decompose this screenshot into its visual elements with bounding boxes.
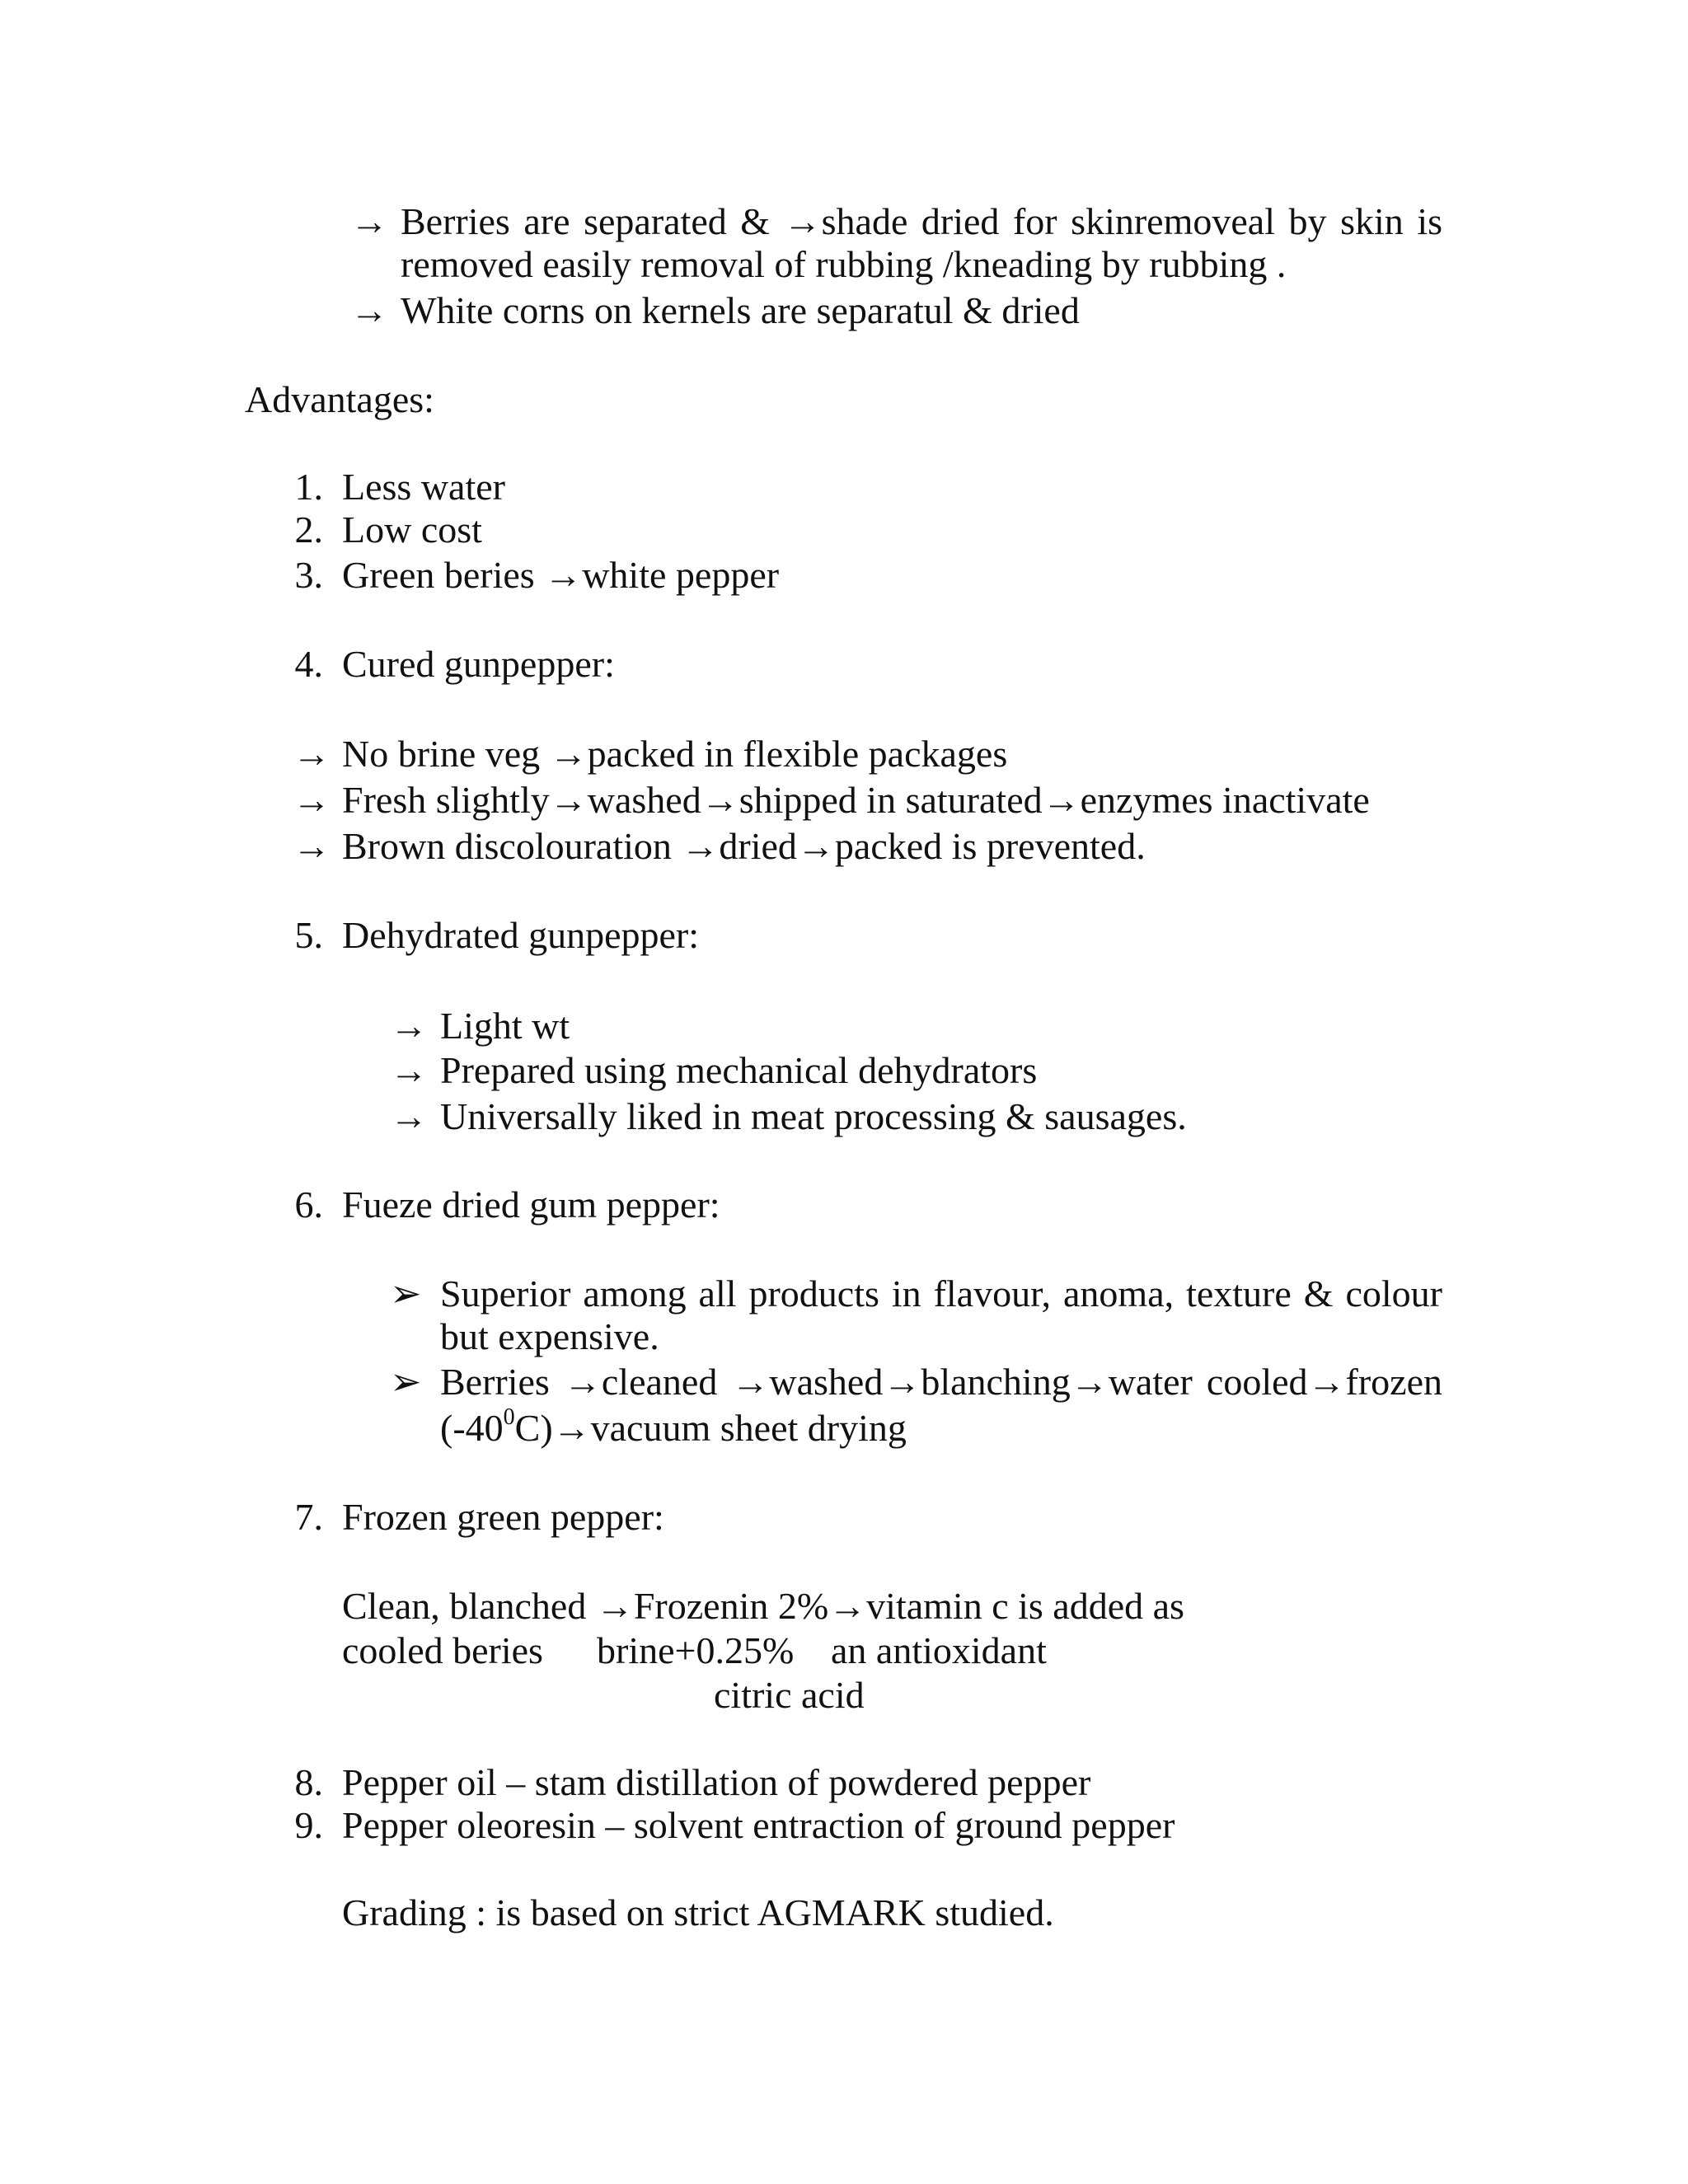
- process-row-1: Clean, blanched →Frozenin 2%→vitamin c is added as: [342, 1585, 1184, 1627]
- list-number: 5.: [294, 914, 323, 956]
- list-item-text: Pepper oil – stam distillation of powdered pepper: [342, 1761, 1091, 1803]
- list-number: 2.: [294, 509, 323, 551]
- section-title: Dehydrated gunpepper:: [342, 914, 700, 956]
- advantages-heading: Advantages:: [245, 378, 434, 420]
- list-number: 3.: [294, 554, 323, 596]
- process-row-3: citric acid: [714, 1674, 865, 1716]
- process-row-2-col-1: cooled beries: [342, 1629, 543, 1671]
- arrow-bullet-icon: →: [293, 779, 331, 821]
- arrow-bullet-icon: →: [390, 1005, 428, 1047]
- list-item-text: Green beries →white pepper: [342, 554, 780, 596]
- arrow-bullet-icon: →: [350, 289, 388, 331]
- arrowhead-bullet-icon: ➢: [390, 1272, 422, 1315]
- intro-bullet-2-text: White corns on kernels are separatul & dried: [401, 289, 1080, 331]
- section-title: Fueze dried gum pepper:: [342, 1183, 720, 1226]
- temperature-value: (-40: [440, 1407, 504, 1449]
- intro-bullet-1-line-1: Berries are separated & →shade dried for skinremoveal by skin is: [401, 200, 1442, 242]
- section-title: Cured gunpepper:: [342, 643, 615, 685]
- bullet-text: No brine veg →packed in flexible packages: [342, 733, 1008, 775]
- arrow-bullet-icon: →: [390, 1049, 428, 1091]
- process-row-2-col-3: an antioxidant: [831, 1629, 1047, 1671]
- arrow-bullet-icon: →: [390, 1095, 428, 1137]
- grading-note: Grading : is based on strict AGMARK studied.: [342, 1891, 1054, 1933]
- bullet-text: Brown discolouration →dried→packed is prevented.: [342, 825, 1146, 867]
- bullet-text: Fresh slightly→washed→shipped in saturated→enzymes inactivate: [342, 779, 1370, 821]
- list-number: 8.: [294, 1761, 323, 1803]
- bullet-text-line-2: but expensive.: [440, 1315, 659, 1357]
- list-number: 9.: [294, 1804, 323, 1846]
- arrow-bullet-icon: →: [350, 200, 388, 242]
- list-item-text: Pepper oleoresin – solvent entraction of ground pepper: [342, 1804, 1175, 1846]
- arrow-bullet-icon: →: [293, 825, 331, 867]
- process-end-text: C)→vacuum sheet drying: [514, 1407, 907, 1449]
- process-row-2-col-2: brine+0.25%: [597, 1629, 795, 1671]
- bullet-text: Universally liked in meat processing & sausages.: [440, 1095, 1187, 1137]
- list-item-text: Less water: [342, 466, 505, 508]
- degree-superscript: 0: [503, 1404, 515, 1430]
- list-number: 7.: [294, 1496, 323, 1538]
- bullet-text: Prepared using mechanical dehydrators: [440, 1049, 1038, 1091]
- bullet-text: Light wt: [440, 1005, 570, 1047]
- bullet-text-line-1: Berries →cleaned →washed→blanching→water cooled→frozen: [440, 1361, 1442, 1403]
- list-number: 1.: [294, 466, 323, 508]
- list-number: 4.: [294, 643, 323, 685]
- arrow-bullet-icon: →: [293, 733, 331, 775]
- list-number: 6.: [294, 1183, 323, 1226]
- intro-bullet-1-line-2: removed easily removal of rubbing /kneading by rubbing .: [401, 243, 1287, 285]
- section-title: Frozen green pepper:: [342, 1496, 664, 1538]
- list-item-text: Low cost: [342, 509, 482, 551]
- arrowhead-bullet-icon: ➢: [390, 1361, 422, 1403]
- bullet-text-line-1: Superior among all products in flavour, anoma, texture & colour: [440, 1272, 1442, 1315]
- bullet-text-line-2: [440, 1406, 907, 1451]
